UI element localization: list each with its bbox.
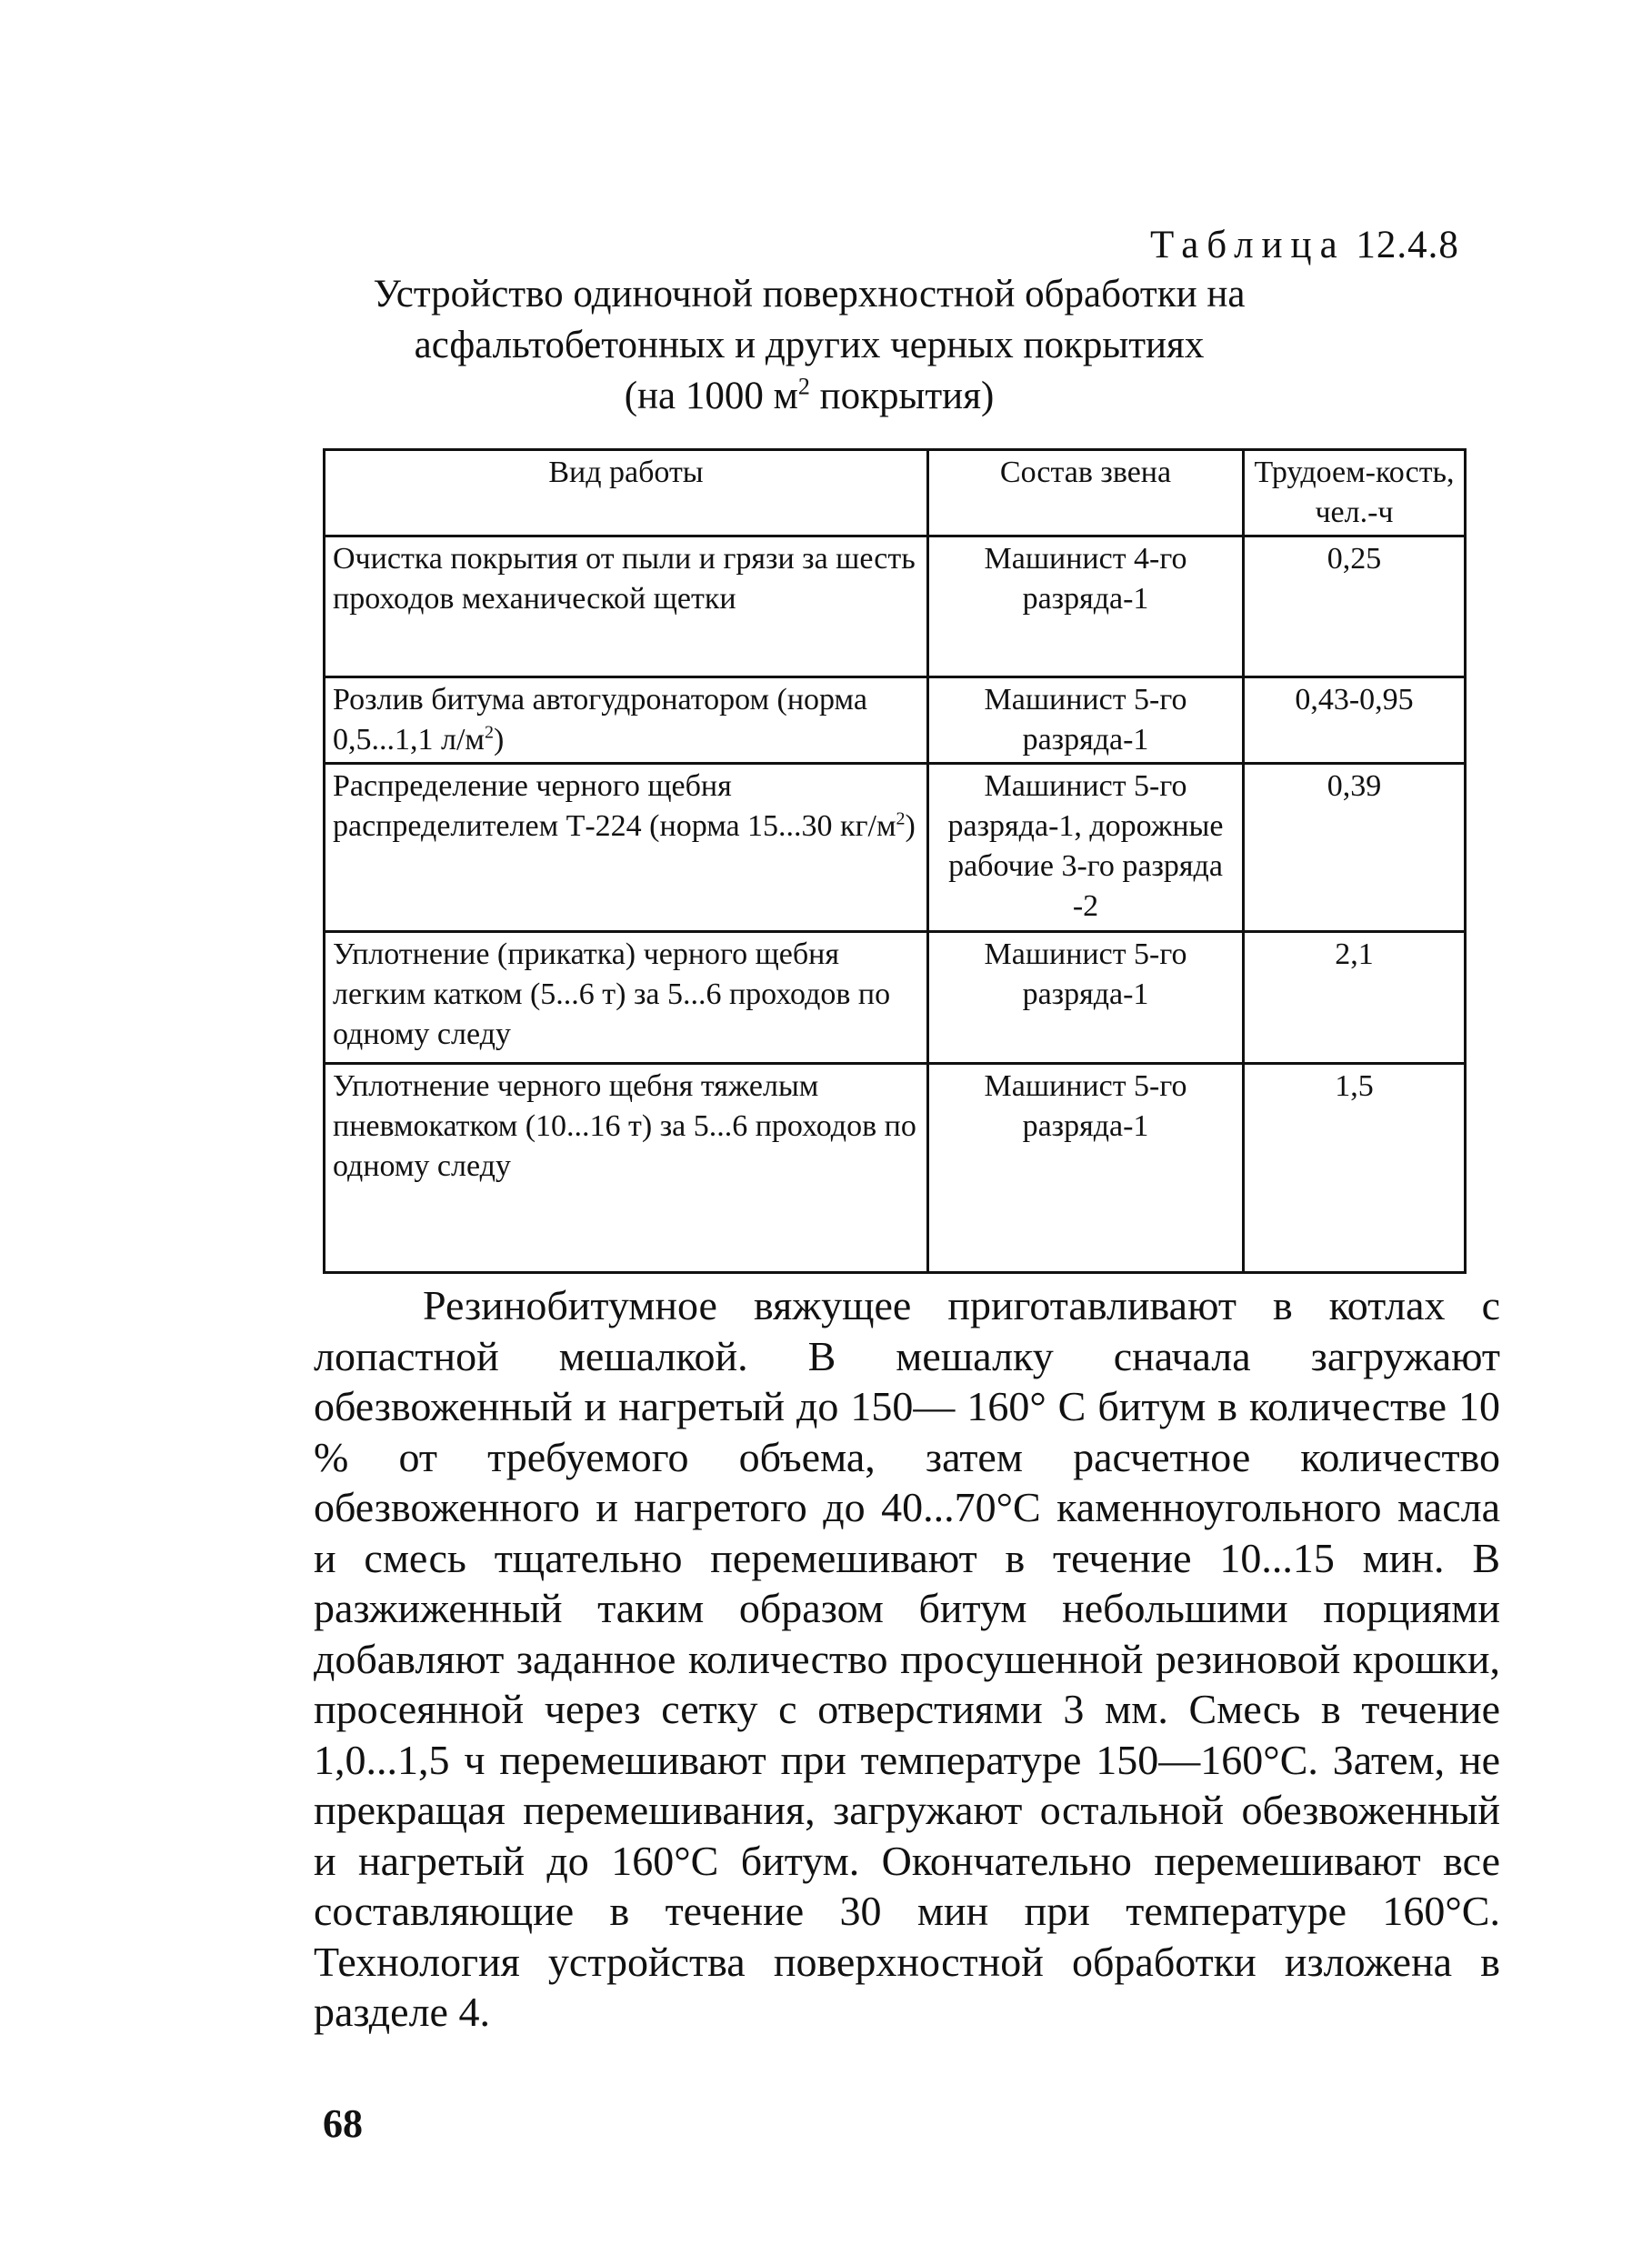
cell-work-text: Розлив битума автогудронатором (норма 0,5...1,1 л/м — [333, 683, 867, 757]
works-table — [323, 448, 1467, 1274]
header-crew: Состав звена — [928, 450, 1244, 536]
body-paragraph — [314, 1280, 1500, 2038]
table-row — [325, 764, 1466, 932]
table-caption-line-3 — [273, 371, 1346, 422]
cell-work — [325, 677, 928, 764]
cell-work-text: Распределение черного щебня распределителем Т-224 (норма 15...30 кг/м — [333, 769, 896, 843]
table-label — [1150, 223, 1459, 267]
works-table-container — [323, 448, 1464, 1274]
cell-crew: Машинист 4-го разряда-1 — [928, 536, 1244, 677]
table-caption-line-2: асфальтобетонных и других черных покрытиях — [414, 324, 1205, 366]
table-row — [325, 932, 1466, 1064]
header-labor: Трудоем-кость, чел.-ч — [1244, 450, 1466, 536]
table-row — [325, 536, 1466, 677]
cell-labor: 1,5 — [1244, 1064, 1466, 1273]
cell-work: Очистка покрытия от пыли и грязи за шесть проходов механической щетки — [325, 536, 928, 677]
cell-labor: 0,39 — [1244, 764, 1466, 932]
table-row — [325, 1064, 1466, 1273]
caption-area-superscript: 2 — [797, 373, 810, 400]
cell-crew: Машинист 5-го разряда-1 — [928, 932, 1244, 1064]
table-row — [325, 677, 1466, 764]
cell-labor: 0,43-0,95 — [1244, 677, 1466, 764]
cell-work-superscript: 2 — [896, 808, 906, 829]
caption-area-suffix: покрытия) — [809, 375, 995, 417]
header-work-type: Вид работы — [325, 450, 928, 536]
cell-crew: Машинист 5-го разряда-1 — [928, 677, 1244, 764]
body-paragraph-text: Резинобитумное вяжущее приготавливают в котлах с лопастной мешалкой. В мешалку сначала загружают обезвоженный и нагретый до 150— 160° С битум в количестве 10 % от требуемого объема, затем расчетное количество обезвоженного и нагретого до 40...70°С каменноугольного масла и смесь тщательно перемешивают в течение 10...15 мин. В разжиженный таким образом битум небольшими порциями добавляют заданное количество просушенной резиновой крошки, просеянной через сетку с отверстиями 3 мм. Смесь в течение 1,0...1,5 ч перемешивают при температуре 150—160°С. Затем, не прекращая перемешивания, загружают остальной обезвоженный и нагретый до 160°С битум. Окончательно перемешивают все составляющие в течение 30 мин при температуре 160°С. Технология устройства поверхностной обработки изложена в разделе 4. — [314, 1282, 1500, 2035]
cell-labor: 2,1 — [1244, 932, 1466, 1064]
cell-work: Уплотнение черного щебня тяжелым пневмокатком (10...16 т) за 5...6 проходов по одному следу — [325, 1064, 928, 1273]
cell-crew: Машинист 5-го разряда-1, дорожные рабочие 3-го разряда -2 — [928, 764, 1244, 932]
cell-work-superscript: 2 — [484, 722, 494, 743]
cell-work-text-end: ) — [493, 723, 505, 757]
table-caption-line-1: Устройство одиночной поверхностной обработки на — [373, 273, 1246, 316]
table-header-row — [325, 450, 1466, 536]
cell-crew: Машинист 5-го разряда-1 — [928, 1064, 1244, 1273]
table-label-number: 12.4.8 — [1356, 224, 1459, 266]
cell-work — [325, 764, 928, 932]
caption-area-prefix: (на 1000 м — [624, 375, 798, 417]
cell-work: Уплотнение (прикатка) черного щебня легким катком (5...6 т) за 5...6 проходов по одному следу — [325, 932, 928, 1064]
table-label-word: Таблица — [1150, 224, 1346, 266]
page-number: 68 — [323, 2101, 363, 2146]
cell-work-text-end: ) — [905, 809, 916, 843]
cell-labor: 0,25 — [1244, 536, 1466, 677]
